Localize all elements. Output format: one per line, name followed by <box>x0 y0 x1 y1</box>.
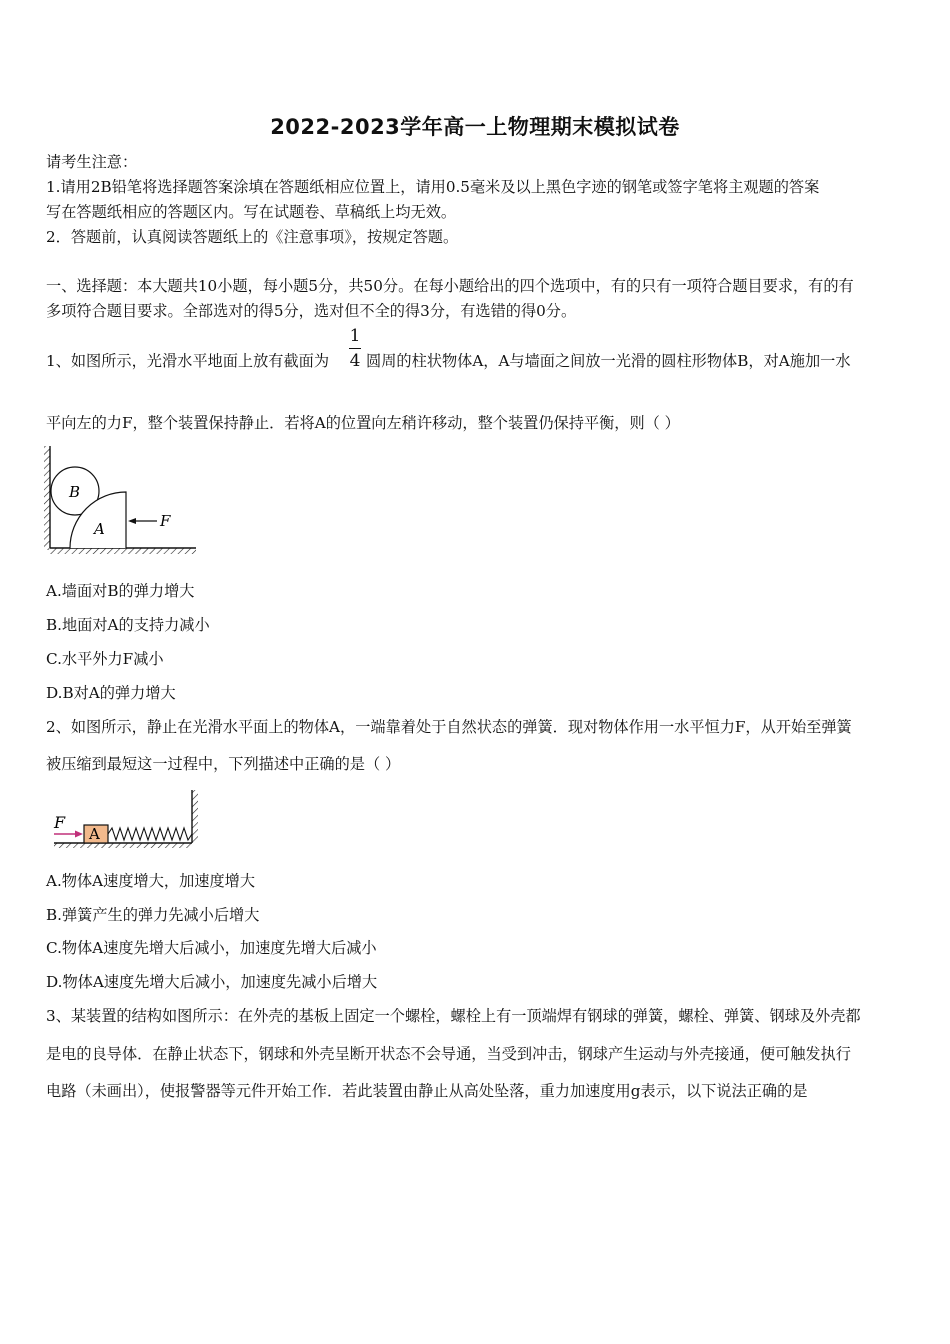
section-1-intro-line-2: 多项符合题目要求。全部选对的得5分，选对但不全的得3分，有选错的得0分。 <box>46 302 577 320</box>
q1-option-c[interactable]: C.水平外力F减小 <box>46 650 164 668</box>
q1-label-f: F <box>160 512 171 530</box>
q2-ground-hatch <box>54 843 192 848</box>
q2-text-line-2: 被压缩到最短这一过程中，下列描述中正确的是（ ） <box>46 755 401 773</box>
q1-option-b[interactable]: B.地面对A的支持力减小 <box>46 616 210 634</box>
q2-force-arrowhead <box>75 831 83 838</box>
q1-fraction-bar <box>349 348 361 349</box>
section-1-intro-line-1: 一、选择题：本大题共10小题，每小题5分，共50分。在每小题给出的四个选项中，有的只有一项符合题目要求，有的有 <box>46 277 854 295</box>
q2-spring <box>108 828 192 840</box>
q1-text-suffix: 圆周的柱状物体A，A与墙面之间放一光滑的圆柱形物体B，对A施加一水 <box>366 352 851 370</box>
q1-text-prefix: 1、如图所示，光滑水平地面上放有截面为 <box>46 352 330 370</box>
q3-text-line-3: 电路（未画出），使报警器等元件开始工作．若此装置由静止从高处坠落，重力加速度用g表示，以下说法正确的是 <box>46 1082 808 1100</box>
notice-item-2: 2．答题前，认真阅读答题纸上的《注意事项》，按规定答题。 <box>46 228 459 246</box>
q1-figure <box>40 444 202 558</box>
q3-text-line-1: 3、某装置的结构如图所示：在外壳的基板上固定一个螺栓，螺栓上有一顶端焊有钢球的弹簧，螺栓、弹簧、钢球及外壳都 <box>46 1007 861 1025</box>
q2-text-line-1: 2、如图所示，静止在光滑水平面上的物体A，一端靠着处于自然状态的弹簧．现对物体作用一水平恒力F，从开始至弹簧 <box>46 718 852 736</box>
q1-option-a[interactable]: A.墙面对B的弹力增大 <box>46 582 195 600</box>
q2-figure <box>48 788 200 852</box>
q1-option-d[interactable]: D.B对A的弹力增大 <box>46 684 176 702</box>
q1-text-line-2: 平向左的力F，整个装置保持静止．若将A的位置向左稍许移动，整个装置仍保持平衡，则（ ） <box>46 414 680 432</box>
q1-ground-hatch <box>50 548 196 554</box>
q2-label-a: A <box>89 825 100 843</box>
q1-fraction-denominator: 4 <box>349 351 361 371</box>
q1-label-a: A <box>94 520 105 538</box>
q2-wall-hatch <box>192 790 198 843</box>
notice-heading: 请考生注意： <box>46 153 138 171</box>
q1-label-b: B <box>69 483 81 501</box>
notice-item-1-line-1: 1.请用2B铅笔将选择题答案涂填在答题纸相应位置上，请用0.5毫米及以上黑色字迹的钢笔或签字笔将主观题的答案 <box>46 178 820 196</box>
q1-wall-hatch <box>44 446 50 550</box>
q2-option-a[interactable]: A.物体A速度增大，加速度增大 <box>46 872 256 890</box>
q2-label-f: F <box>54 813 66 832</box>
notice-item-1-line-2: 写在答题纸相应的答题区内。写在试题卷、草稿纸上均无效。 <box>46 203 457 221</box>
q1-fraction-numerator: 1 <box>349 326 361 346</box>
q1-force-arrowhead <box>128 518 136 524</box>
q2-option-b[interactable]: B.弹簧产生的弹力先减小后增大 <box>46 906 260 924</box>
q2-option-d[interactable]: D.物体A速度先增大后减小，加速度先减小后增大 <box>46 973 378 991</box>
q3-text-line-2: 是电的良导体．在静止状态下，钢球和外壳呈断开状态不会导通，当受到冲击，钢球产生运动与外壳接通，便可触发执行 <box>46 1045 851 1063</box>
page-title: 2022-2023学年高一上物理期末模拟试卷 <box>270 115 680 139</box>
q2-option-c[interactable]: C.物体A速度先增大后减小，加速度先增大后减小 <box>46 939 377 957</box>
